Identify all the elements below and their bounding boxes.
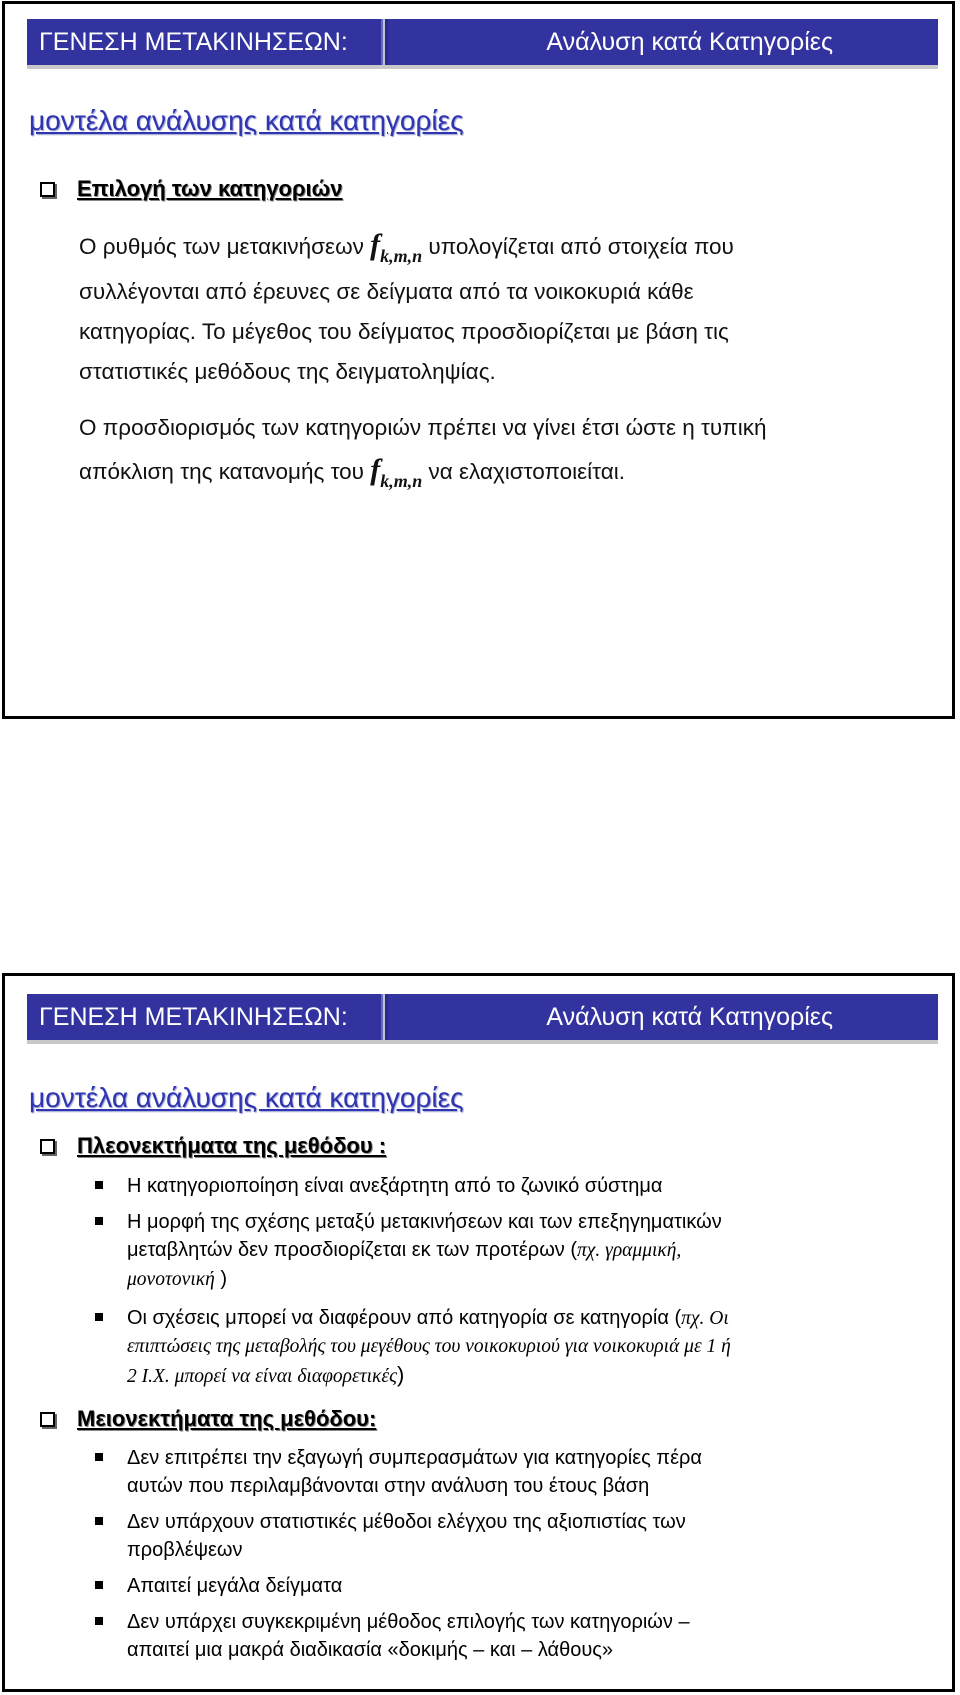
list-item [95, 1304, 925, 1391]
paragraph-1 [79, 225, 919, 392]
italic-text: επιπτώσεις της μεταβολής του μεγέθους του νοικοκυριού για νοικοκυριά με 1 ή [127, 1336, 731, 1357]
item-text: αυτών που περιλαμβάνονται στην ανάλυση του έτους βάση [127, 1475, 650, 1497]
checkbox-bullet-icon [40, 1139, 55, 1154]
formula-symbol: f [370, 453, 381, 486]
item-text [127, 1304, 925, 1333]
item-text [127, 1236, 925, 1265]
header-section: Ανάλυση κατά Κατηγορίες [385, 19, 938, 65]
list-item [95, 1172, 925, 1200]
italic-text: 2 Ι.Χ. μπορεί να είναι διαφορετικές [127, 1366, 398, 1387]
text: απόκλιση της κατανομής του [79, 459, 371, 484]
item-text: Η κατηγοριοποίηση είναι ανεξάρτητη από το ζωνικό σύστημα [127, 1175, 663, 1197]
section-heading [40, 176, 343, 202]
paragraph-line: συλλέγονται από έρευνες σε δείγματα από τα νοικοκυριά κάθε [79, 279, 694, 304]
square-bullet-icon [95, 1517, 103, 1525]
text: μεταβλητών δεν προσδιορίζεται εκ των προτέρων ( [127, 1239, 578, 1261]
square-bullet-icon [95, 1617, 103, 1625]
header-topic: ΓΕΝΕΣΗ ΜΕΤΑΚΙΝΗΣΕΩΝ: [27, 19, 385, 65]
slide-header [27, 19, 938, 65]
item-text: Η μορφή της σχέσης μεταξύ μετακινήσεων και των επεξηγηματικών [127, 1211, 722, 1233]
advantages-heading [40, 1133, 386, 1159]
text: υπολογίζεται από στοιχεία που [422, 234, 734, 259]
formula-subscript: k,m,n [380, 471, 423, 491]
item-text [127, 1265, 925, 1294]
section-title: Επιλογή των κατηγοριών [77, 176, 343, 201]
header-section: Ανάλυση κατά Κατηγορίες [385, 994, 938, 1040]
header-topic: ΓΕΝΕΣΗ ΜΕΤΑΚΙΝΗΣΕΩΝ: [27, 994, 385, 1040]
item-text: Απαιτεί μεγάλα δείγματα [127, 1575, 343, 1597]
paragraph-line: στατιστικές μεθόδους της δειγματοληψίας. [79, 359, 496, 384]
square-bullet-icon [95, 1453, 103, 1461]
paragraph-line [79, 450, 919, 501]
text: Ο ρυθμός των μετακινήσεων [79, 234, 371, 259]
item-text: προβλέψεων [127, 1539, 243, 1561]
formula-symbol: f [370, 228, 381, 261]
disadvantages-title: Μειονεκτήματα της μεθόδου: [77, 1406, 377, 1431]
checkbox-bullet-icon [40, 182, 55, 197]
list-item [95, 1508, 925, 1564]
paragraph-line: Ο προσδιορισμός των κατηγοριών πρέπει να γίνει έτσι ώστε η τυπική [79, 415, 767, 440]
text: ) [397, 1362, 405, 1387]
text: Οι σχέσεις μπορεί να διαφέρουν από κατηγορία σε κατηγορία ( [127, 1307, 682, 1329]
advantages-list [95, 1172, 925, 1391]
item-text: απαιτεί μια μακρά διαδικασία «δοκιμής – και – λάθους» [127, 1639, 614, 1661]
italic-text: μονοτονική [127, 1269, 215, 1290]
disadvantages-list [95, 1444, 925, 1664]
square-bullet-icon [95, 1217, 103, 1225]
square-bullet-icon [95, 1313, 103, 1321]
checkbox-bullet-icon [40, 1412, 55, 1427]
square-bullet-icon [95, 1581, 103, 1589]
paragraph-line [79, 225, 919, 276]
item-text [127, 1361, 925, 1391]
slide-2 [2, 973, 955, 1692]
slide-1 [2, 1, 955, 719]
disadvantages-heading [40, 1406, 376, 1432]
slide-header [27, 994, 938, 1040]
slide-subtitle: μοντέλα ανάλυσης κατά κατηγορίες [29, 1082, 464, 1113]
list-item [95, 1444, 925, 1500]
advantages-title: Πλεονεκτήματα της μεθόδου : [77, 1133, 387, 1158]
item-text: Δεν επιτρέπει την εξαγωγή συμπερασμάτων για κατηγορίες πέρα [127, 1447, 702, 1469]
list-item [95, 1572, 925, 1600]
list-item [95, 1208, 925, 1294]
square-bullet-icon [95, 1181, 103, 1189]
slide-subtitle: μοντέλα ανάλυσης κατά κατηγορίες [29, 105, 464, 136]
italic-text: πχ. γραμμική, [577, 1240, 682, 1261]
text: ) [214, 1268, 227, 1290]
item-text: Δεν υπάρχει συγκεκριμένη μέθοδος επιλογής των κατηγοριών – [127, 1611, 690, 1633]
italic-text: πχ. Οι [681, 1308, 729, 1329]
item-text: Δεν υπάρχουν στατιστικές μέθοδοι ελέγχου της αξιοπιστίας των [127, 1511, 686, 1533]
paragraph-2 [79, 408, 919, 501]
paragraph-line: κατηγορίας. Το μέγεθος του δείγματος προσδιορίζεται με βάση τις [79, 319, 729, 344]
formula-subscript: k,m,n [380, 246, 423, 266]
text: να ελαχιστοποιείται. [422, 459, 625, 484]
list-item [95, 1608, 925, 1664]
